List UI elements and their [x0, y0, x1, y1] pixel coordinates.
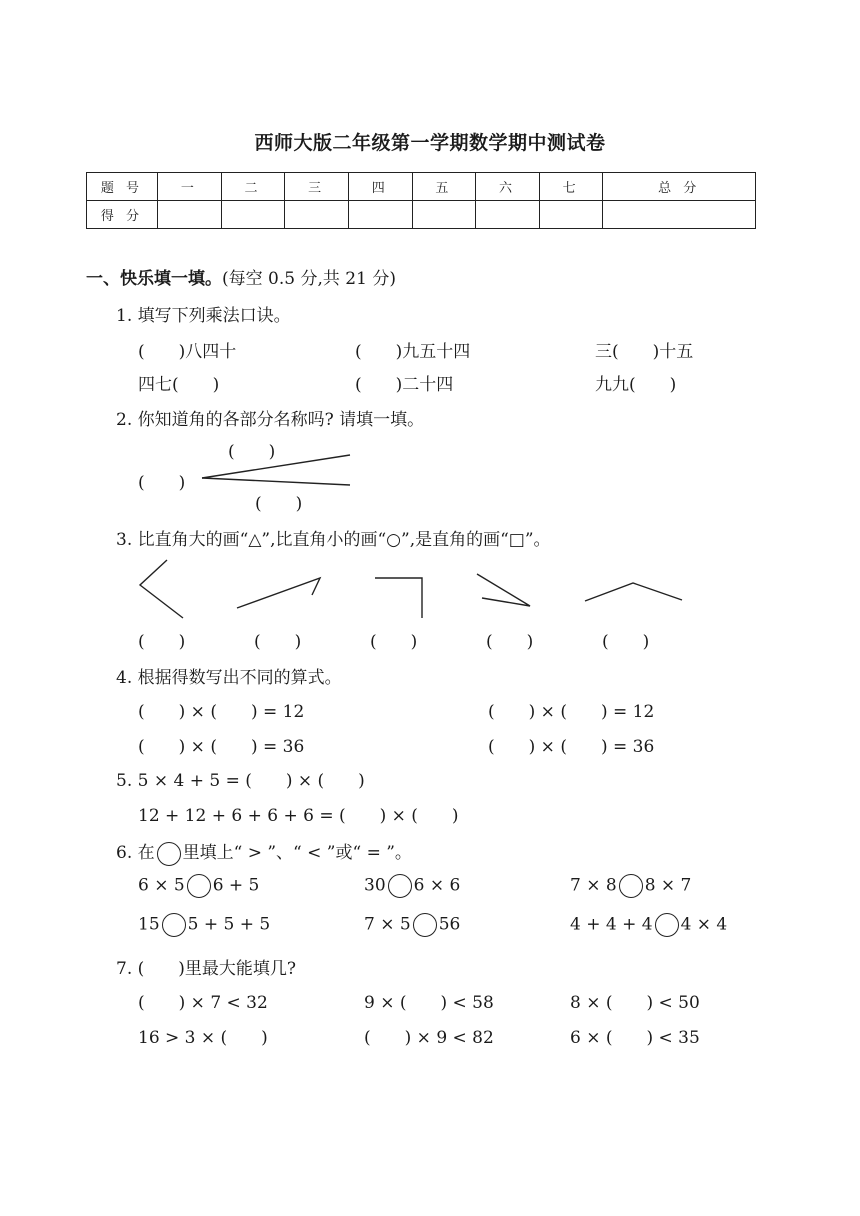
q7-item[interactable]: 16 > 3 × ( ) [138, 1028, 268, 1048]
question-7-prompt: 7. ( )里最大能填几? [116, 959, 297, 979]
q3-blank[interactable]: ( ) [370, 632, 418, 652]
q6-left-expression: 7 × 8 [570, 875, 617, 896]
q1-item[interactable]: 四七( ) [138, 375, 220, 395]
q5-line-2[interactable]: 12 + 12 + 6 + 6 + 6 = ( ) × ( ) [138, 806, 459, 826]
q6-right-expression: 56 [438, 914, 461, 935]
q6-prompt-before: 6. 在 [116, 843, 155, 863]
q2-blank-top[interactable]: ( ) [228, 442, 276, 462]
q7-item[interactable]: 9 × ( ) < 58 [364, 993, 494, 1013]
score-table-header-cell: 七 [539, 173, 603, 201]
score-table-header-cell: 四 [348, 173, 412, 201]
q2-blank-bottom[interactable]: ( ) [255, 494, 303, 514]
score-table-header-cell: 一 [158, 173, 222, 201]
score-table-header-cell: 三 [285, 173, 349, 201]
q6-right-expression: 6 + 5 [212, 875, 260, 896]
q6-left-expression: 7 × 5 [364, 914, 411, 935]
q2-blank-vertex[interactable]: ( ) [138, 473, 186, 493]
q6-prompt-after: 里填上“ > ”、“ < ”或“ = ”。 [182, 843, 412, 863]
q3-right-angle [375, 578, 422, 618]
angle-side-bottom [202, 478, 350, 485]
q7-item[interactable]: 8 × ( ) < 50 [570, 993, 700, 1013]
q4-item[interactable]: ( ) × ( ) = 12 [138, 702, 305, 722]
q1-item[interactable]: ( )二十四 [355, 375, 454, 395]
q3-blank[interactable]: ( ) [602, 632, 650, 652]
q6-right-expression: 8 × 7 [644, 875, 692, 896]
question-4-prompt: 4. 根据得数写出不同的算式。 [116, 668, 342, 688]
score-row-label: 得 分 [87, 201, 158, 229]
q3-angle-figures [140, 560, 682, 618]
q6-right-expression: 6 × 6 [413, 875, 461, 896]
q1-item[interactable]: 三( )十五 [595, 342, 694, 362]
page-title: 西师大版二年级第一学期数学期中测试卷 [254, 132, 606, 154]
q7-item[interactable]: ( ) × 9 < 82 [364, 1028, 494, 1048]
q3-blank[interactable]: ( ) [254, 632, 302, 652]
q6-left-expression: 30 [364, 875, 386, 896]
angle-side-top [202, 455, 350, 478]
section-title: 一、快乐填一填。 [86, 269, 222, 289]
q3-obtuse-angle-2 [585, 583, 682, 601]
score-table-header-cell: 五 [412, 173, 476, 201]
q1-item[interactable]: ( )八四十 [138, 342, 237, 362]
q3-blank[interactable]: ( ) [138, 632, 186, 652]
q6-right-expression: 5 + 5 + 5 [187, 914, 271, 935]
q4-item[interactable]: ( ) × ( ) = 36 [488, 737, 655, 757]
q6-left-expression: 4 + 4 + 4 [570, 914, 653, 935]
question-2-prompt: 2. 你知道角的各部分名称吗? 请填一填。 [116, 410, 425, 430]
question-3-prompt: 3. 比直角大的画“△”,比直角小的画“○”,是直角的画“□”。 [116, 530, 551, 550]
q1-item[interactable]: 九九( ) [595, 375, 677, 395]
score-table-header-cell: 六 [476, 173, 540, 201]
q3-acute-angle-2 [477, 574, 530, 606]
q4-item[interactable]: ( ) × ( ) = 12 [488, 702, 655, 722]
q7-item[interactable]: ( ) × 7 < 32 [138, 993, 268, 1013]
q6-left-expression: 6 × 5 [138, 875, 185, 896]
score-table-header-cell: 总 分 [603, 173, 756, 201]
section-note: (每空 0.5 分,共 21 分) [222, 269, 396, 289]
question-5-prompt[interactable]: 5. 5 × 4 + 5 = ( ) × ( ) [116, 771, 365, 791]
q6-left-expression: 15 [138, 914, 160, 935]
q1-item[interactable]: ( )九五十四 [355, 342, 471, 362]
q3-obtuse-angle-1 [140, 560, 183, 618]
question-1-prompt: 1. 填写下列乘法口诀。 [116, 306, 291, 326]
q3-blank[interactable]: ( ) [486, 632, 534, 652]
q6-right-expression: 4 × 4 [680, 914, 728, 935]
score-table-header-cell: 题 号 [87, 173, 158, 201]
q2-angle-figure [202, 455, 350, 485]
q7-item[interactable]: 6 × ( ) < 35 [570, 1028, 700, 1048]
score-table-header-cell: 二 [221, 173, 285, 201]
q4-item[interactable]: ( ) × ( ) = 36 [138, 737, 305, 757]
q3-acute-angle-1 [237, 578, 320, 608]
